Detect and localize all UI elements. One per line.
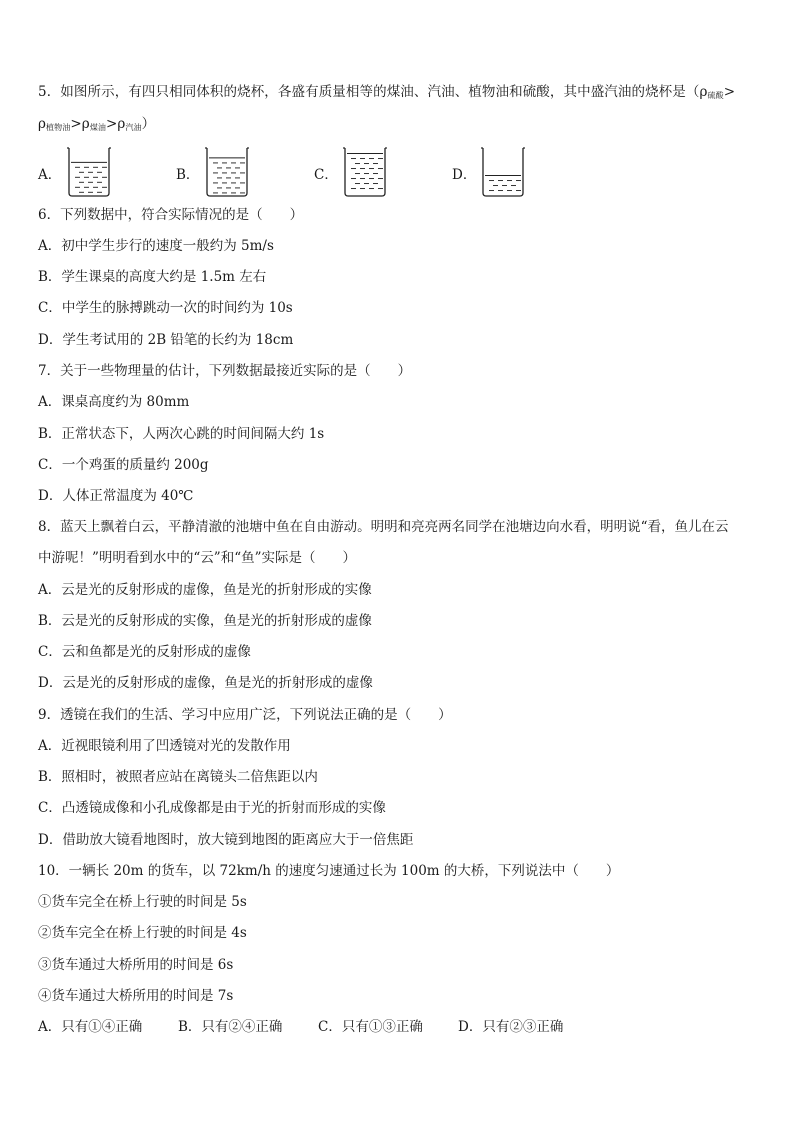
- beaker-outline: [483, 148, 523, 196]
- q5-option-b[interactable]: [176, 146, 252, 200]
- q8-option-a[interactable]: A．云是光的反射形成的虚像，鱼是光的折射形成的实像: [38, 582, 372, 598]
- beaker-c-icon: [340, 146, 390, 200]
- q7-option-c[interactable]: C．一个鸡蛋的质量约 200g: [38, 457, 209, 473]
- q5-rho-sub-vegoil: 植物油: [46, 123, 71, 132]
- beaker-b-icon: [202, 146, 252, 200]
- q5-option-a[interactable]: [38, 146, 114, 200]
- q6-option-a[interactable]: A．初中学生步行的速度一般约为 5m/s: [38, 238, 274, 254]
- beaker-a-icon: [64, 146, 114, 200]
- q8-stem-line1: 8．蓝天上飘着白云，平静清澈的池塘中鱼在自由游动。明明和亮亮两名同学在池塘边向水看，明明说“看，鱼儿在云: [38, 519, 729, 535]
- q10-options-row: [38, 1017, 768, 1037]
- q6-stem: 6．下列数据中，符合实际情况的是（ ）: [38, 207, 304, 223]
- q10-option-b[interactable]: B．只有②④正确: [178, 1019, 283, 1035]
- q7-stem: 7．关于一些物理量的估计，下列数据最接近实际的是（ ）: [38, 363, 412, 379]
- q6-option-d[interactable]: D．学生考试用的 2B 铅笔的长约为 18cm: [38, 332, 294, 348]
- q7-option-b[interactable]: B．正常状态下，人两次心跳的时间间隔大约 1s: [38, 426, 325, 442]
- q7-option-d[interactable]: D．人体正常温度为 40℃: [38, 488, 194, 504]
- q5-rho-sub-sulfuric: 硫酸: [707, 91, 724, 100]
- q5-stem-line1: [38, 82, 768, 106]
- q5-stem-line2: [38, 114, 768, 138]
- q10-option-a[interactable]: A．只有①④正确: [38, 1019, 143, 1035]
- q5-gt-1: >: [723, 84, 736, 100]
- q8-stem-line2: 中游呢！”明明看到水中的“云”和“鱼”实际是（ ）: [38, 550, 357, 566]
- q10-option-d[interactable]: D．只有②③正确: [458, 1019, 564, 1035]
- q9-option-b[interactable]: B．照相时，被照者应站在离镜头二倍焦距以内: [38, 769, 318, 785]
- q5-stem-text: 5．如图所示，有四只相同体积的烧杯，各盛有质量相等的煤油、汽油、植物油和硫酸，其中盛汽油的烧杯是（ρ: [38, 84, 708, 100]
- q9-option-c[interactable]: C．凸透镜成像和小孔成像都是由于光的折射而形成的实像: [38, 800, 386, 816]
- q5-option-c[interactable]: [314, 146, 390, 200]
- q6-option-b[interactable]: B．学生课桌的高度大约是 1.5m 左右: [38, 269, 267, 285]
- q5-rho-2: ρ: [38, 116, 47, 132]
- q10-statement-2: ②货车完全在桥上行驶的时间是 4s: [38, 925, 247, 941]
- q6-option-c[interactable]: C．中学生的脉搏跳动一次的时间约为 10s: [38, 300, 293, 316]
- q5-gt-2: >ρ: [70, 116, 90, 132]
- q10-stem: 10．一辆长 20m 的货车，以 72km/h 的速度匀速通过长为 100m 的大桥，下列说法中（ ）: [38, 863, 620, 879]
- q8-option-b[interactable]: B．云是光的反射形成的实像，鱼是光的折射形成的虚像: [38, 613, 372, 629]
- q8-option-d[interactable]: D．云是光的反射形成的虚像，鱼是光的折射形成的虚像: [38, 675, 373, 691]
- q5-option-b-label: B．: [176, 167, 200, 183]
- q5-option-c-label: C．: [314, 167, 338, 183]
- q10-statement-3: ③货车通过大桥所用的时间是 6s: [38, 957, 234, 973]
- q7-option-a[interactable]: A．课桌高度约为 80mm: [38, 394, 190, 410]
- q10-option-c[interactable]: C．只有①③正确: [318, 1019, 423, 1035]
- beaker-outline: [207, 148, 247, 196]
- q9-option-a[interactable]: A．近视眼镜利用了凹透镜对光的发散作用: [38, 738, 291, 754]
- q5-gt-3: >ρ: [106, 116, 126, 132]
- q5-option-d[interactable]: [452, 146, 528, 200]
- q9-option-d[interactable]: D．借助放大镜看地图时，放大镜到地图的距离应大于一倍焦距: [38, 832, 414, 848]
- q10-statement-1: ①货车完全在桥上行驶的时间是 5s: [38, 894, 247, 910]
- q5-option-d-label: D．: [452, 167, 477, 183]
- beaker-d-icon: [478, 146, 528, 200]
- q5-option-a-label: A．: [38, 167, 62, 183]
- q8-option-c[interactable]: C．云和鱼都是光的反射形成的虚像: [38, 644, 251, 660]
- q9-stem: 9．透镜在我们的生活、学习中应用广泛，下列说法正确的是（ ）: [38, 707, 452, 723]
- q5-options: [38, 146, 558, 200]
- q5-rho-sub-gasoline: 汽油: [125, 123, 142, 132]
- q5-close-paren: ）: [141, 116, 156, 132]
- q5-rho-sub-kerosene: 煤油: [89, 123, 107, 132]
- q10-statement-4: ④货车通过大桥所用的时间是 7s: [38, 988, 234, 1004]
